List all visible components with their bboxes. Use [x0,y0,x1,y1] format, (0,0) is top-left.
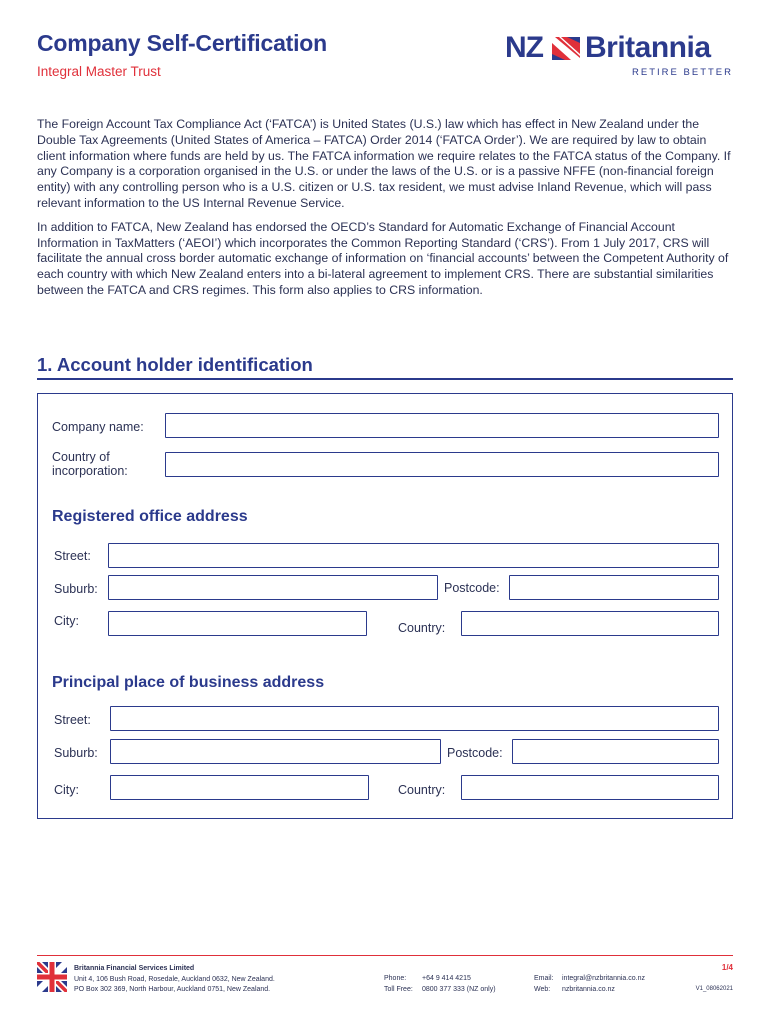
footer-company-block [74,964,275,996]
page-number: 1/4 [721,963,733,972]
intro-paragraph-crs: In addition to FATCA, New Zealand has endorsed the OECD’s Standard for Automatic Exchange of Financial Account Information in TaxMatters (‘AEOI’) which incorporates the Common Reporting Standard (‘CRS’). From 1 July 2017, CRS will facilitate the annual cross border automatic exchange of information on ‘financial accounts’ between the Competent Authority of each country with which New Zealand enters into a bi-lateral agreement to implement CRS. There are substantial similarities between the FATCA and CRS regimes. This form also applies to CRS information. [37,219,729,297]
footer-phone: +64 9 414 4215 [422,975,471,982]
footer-contact-values [562,974,645,995]
footer-phone-label: Phone: [384,975,407,982]
registered-city-field[interactable] [108,611,367,636]
union-flag-icon [552,37,580,60]
union-flag-icon [37,962,67,992]
registered-suburb-field[interactable] [108,575,438,600]
footer-divider [37,955,733,956]
principal-suburb-field[interactable] [110,739,441,764]
section-divider [37,378,733,380]
footer-tollfree: 0800 377 333 (NZ only) [422,985,496,993]
version-code: V1_08062021 [695,986,733,992]
footer-address-line1: Unit 4, 106 Bush Road, Rosedale, Auckland 0632, New Zealand. [74,975,275,983]
footer-contact-labels [534,974,553,995]
country-of-incorporation-label: Country of incorporation: [52,450,128,478]
registered-office-title: Registered office address [52,508,248,525]
principal-street-field[interactable] [110,706,719,731]
company-name-label: Company name: [52,420,144,434]
account-holder-form [37,393,733,819]
footer-web-label: Web: [534,985,551,993]
section-title: 1. Account holder identification [37,354,313,375]
footer-company-name: Britannia Financial Services Limited [74,965,195,972]
principal-business-title: Principal place of business address [52,674,325,691]
registered-street-field[interactable] [108,543,719,568]
logo-brand-text: Britannia [585,31,711,64]
principal-postcode-label: Postcode: [447,746,503,760]
principal-country-field[interactable] [461,775,719,800]
intro-paragraph-fatca: The Foreign Account Tax Compliance Act (‘FATCA’) is United States (U.S.) law which has effect in New Zealand under the Double Tax Agreements (United States of America – FATCA) Order 2014 (‘FATCA Order’). We are required by law to obtain client information where funds are held by us. The FATCA information we require relates to the FATCA status of the Company. If any Company is a corporation organised in the U.S. or under the laws of the U.S. or is a passive NFFE (non-financial foreign entity) with any controlling person who is a U.S. citizen or U.S. tax resident, we must advise Inland Revenue, which will pass relevant information to the US Internal Revenue Service. [37,117,731,210]
page-subtitle: Integral Master Trust [37,64,161,79]
footer-tollfree-label: Toll Free: [384,985,413,993]
footer-email-label: Email: [534,975,554,982]
footer-email-link[interactable]: integral@nzbritannia.co.nz [562,975,645,982]
principal-city-label: City: [54,783,79,797]
principal-suburb-label: Suburb: [54,746,98,760]
principal-street-label: Street: [54,713,91,727]
logo-nz-text: NZ [505,31,543,64]
principal-country-label: Country: [398,783,446,797]
footer-phone-labels [384,974,413,995]
registered-postcode-field[interactable] [509,575,719,600]
registered-city-label: City: [54,614,79,628]
registered-suburb-label: Suburb: [54,582,98,596]
logo-tagline: RETIRE BETTER [632,67,733,78]
nz-britannia-logo [505,31,735,81]
footer-address-line2: PO Box 302 369, North Harbour, Auckland 0751, New Zealand. [74,986,271,993]
registered-postcode-label: Postcode: [444,581,500,595]
page-title: Company Self-Certification [37,30,328,56]
principal-city-field[interactable] [110,775,369,800]
registered-country-label: Country: [398,621,446,635]
footer-phone-values [422,974,496,995]
footer-web-link[interactable]: nzbritannia.co.nz [562,985,615,993]
company-name-field[interactable] [165,413,719,438]
intro-text [37,117,737,307]
principal-postcode-field[interactable] [512,739,719,764]
registered-country-field[interactable] [461,611,719,636]
registered-street-label: Street: [54,549,91,563]
country-of-incorporation-field[interactable] [165,452,719,477]
